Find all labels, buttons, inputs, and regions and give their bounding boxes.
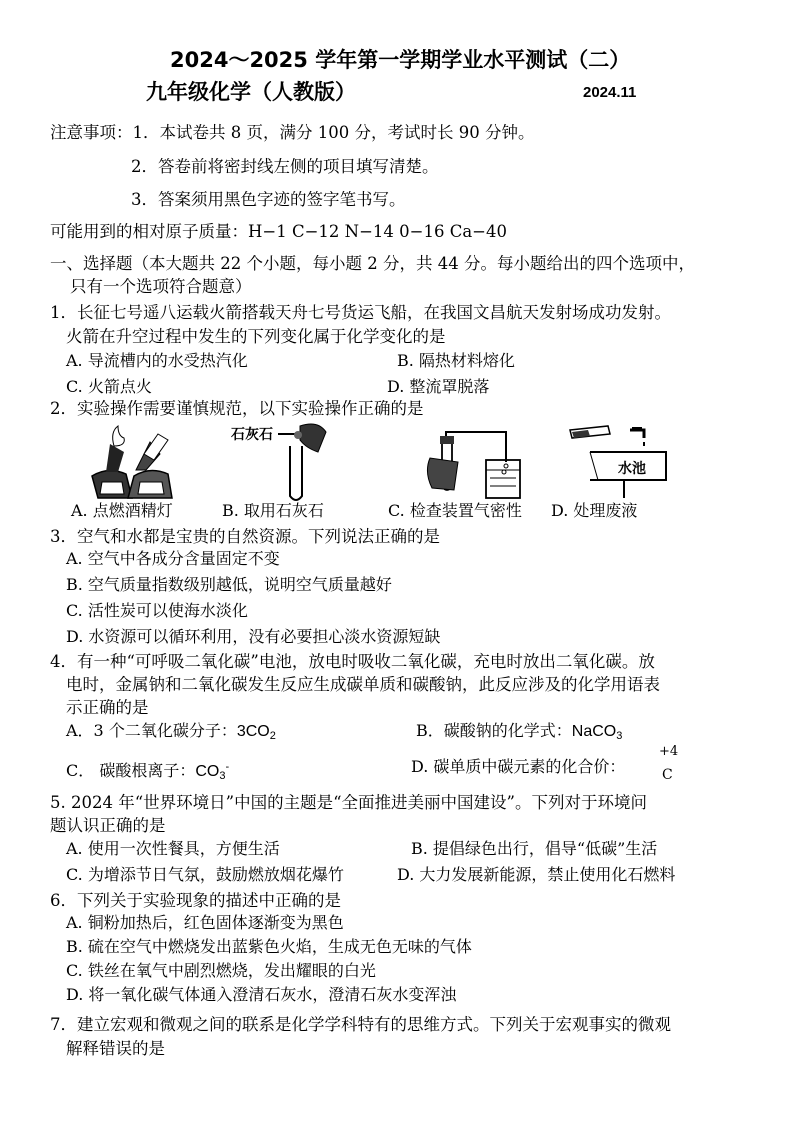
q2-option-b: B. 取用石灰石: [222, 501, 324, 520]
q2-stem: 2．实验操作需要谨慎规范，以下实验操作正确的是: [50, 399, 424, 418]
q3-option-d: D. 水资源可以循环利用，没有必要担心淡水资源短缺: [66, 627, 441, 646]
q4-option-a-text: A．3 个二氧化碳分子：: [66, 721, 237, 740]
q4-option-b-formula: [572, 723, 623, 740]
q4-option-c-text: C． 碳酸根离子：: [66, 761, 196, 780]
section1-heading-cont: 只有一个选项符合题意）: [70, 277, 252, 296]
q4-stem-cont-2: 示正确的是: [66, 698, 149, 717]
q4-option-a: [66, 720, 276, 747]
q4-stem-cont-1: 电时，金属钠和二氧化碳发生反应生成碳单质和碳酸钠，此反应涉及的化学用语表: [66, 675, 660, 694]
section1-heading: 一、选择题（本大题共 22 个小题，每小题 2 分，共 44 分。每小题给出的四个选项中，: [50, 254, 695, 273]
q5-option-d: D. 大力发展新能源，禁止使用化石燃料: [397, 865, 676, 884]
q3-option-c: C. 活性炭可以使海水淡化: [66, 601, 248, 620]
exam-title: 2024～2025 学年第一学期学业水平测试（二）: [170, 48, 631, 72]
q6-option-b: B. 硫在空气中燃烧发出蓝紫色火焰，生成无色无味的气体: [66, 937, 472, 956]
q3-stem: 3．空气和水都是宝贵的自然资源。下列说法正确的是: [50, 527, 440, 546]
q2-option-c: C. 检查装置气密性: [388, 501, 522, 520]
q4-option-c-formula: [195, 763, 229, 780]
q4-option-c: [66, 756, 229, 787]
q6-option-c: C. 铁丝在氧气中剧烈燃烧，发出耀眼的白光: [66, 961, 376, 980]
q3-option-a: A. 空气中各成分含量固定不变: [66, 549, 280, 568]
formula-main: CO: [195, 763, 220, 780]
q1-stem-cont: 火箭在升空过程中发生的下列变化属于化学变化的是: [66, 327, 446, 346]
q5-stem-cont: 题认识正确的是: [50, 816, 166, 835]
formula-subscript: 3: [616, 730, 623, 742]
q1-stem: 1．长征七号遥八运载火箭搭载天舟七号货运飞船，在我国文昌航天发射场成功发射。: [50, 303, 671, 322]
fig-label-sink: 水池: [618, 461, 646, 477]
notes-label: 注意事项：: [50, 123, 133, 142]
formula-main: NaCO: [571, 723, 617, 740]
q3-option-b: B. 空气质量指数级别越低，说明空气质量越好: [66, 575, 392, 594]
formula-superscript: -: [225, 761, 230, 773]
q4-element: C: [662, 767, 673, 783]
notes-item-1: 1．本试卷共 8 页，满分 100 分，考试时长 90 分钟。: [132, 123, 535, 142]
q5-option-c: C. 为增添节日气氛，鼓励燃放烟花爆竹: [66, 865, 344, 884]
q5-option-b: B. 提倡绿色出行，倡导“低碳”生活: [411, 839, 658, 858]
q4-option-a-formula: [237, 723, 276, 740]
q4-option-d: D. 碳单质中碳元素的化合价：: [411, 757, 626, 776]
atomic-masses: 可能用到的相对原子质量：H−1 C−12 N−14 0−16 Ca−40: [50, 222, 507, 241]
q7-stem: 7．建立宏观和微观之间的联系是化学学科特有的思维方式。下列关于宏观事实的微观: [50, 1015, 671, 1034]
alcohol-lamp-figure: [88, 424, 178, 502]
q5-stem: 5. 2024 年“世界环境日”中国的主题是“全面推进美丽中国建设”。下列对于环境问: [50, 793, 647, 812]
notes-line-1: [50, 122, 534, 144]
formula-subscript: 2: [269, 730, 276, 742]
q5-option-a: A. 使用一次性餐具，方便生活: [66, 839, 280, 858]
q6-stem: 6．下列关于实验现象的描述中正确的是: [50, 891, 341, 910]
q4-option-b: [416, 720, 622, 747]
notes-item-2: 2．答卷前将密封线左侧的项目填写清楚。: [131, 157, 439, 176]
airtightness-figure: [424, 422, 524, 504]
q7-stem-cont: 解释错误的是: [66, 1039, 165, 1058]
q6-option-a: A. 铜粉加热后，红色固体逐渐变为黑色: [66, 913, 344, 932]
q4-valence: +4: [659, 744, 679, 759]
exam-date: 2024.11: [583, 84, 637, 101]
q4-option-b-text: B．碳酸钠的化学式：: [416, 721, 572, 740]
limestone-tube-figure: [278, 422, 338, 504]
q2-option-d: D. 处理废液: [551, 501, 638, 520]
exam-subtitle: 九年级化学（人教版）: [146, 80, 356, 104]
q1-option-d: D. 整流罩脱落: [387, 377, 490, 396]
q4-stem: 4．有一种“可呼吸二氧化碳”电池，放电时吸收二氧化碳，充电时放出二氧化碳。放: [50, 652, 655, 671]
q1-option-a: A. 导流槽内的水受热汽化: [66, 351, 248, 370]
notes-item-3: 3．答案须用黑色字迹的签字笔书写。: [131, 190, 406, 209]
q1-option-c: C. 火箭点火: [66, 377, 152, 396]
fig-label-limestone: 石灰石: [231, 427, 273, 443]
q6-option-d: D. 将一氧化碳气体通入澄清石灰水，澄清石灰水变浑浊: [66, 985, 457, 1004]
q2-option-a: A. 点燃酒精灯: [71, 501, 173, 520]
formula-subscript: 3: [219, 770, 226, 782]
q1-option-b: B. 隔热材料熔化: [397, 351, 515, 370]
formula-main: 3CO: [236, 723, 270, 740]
